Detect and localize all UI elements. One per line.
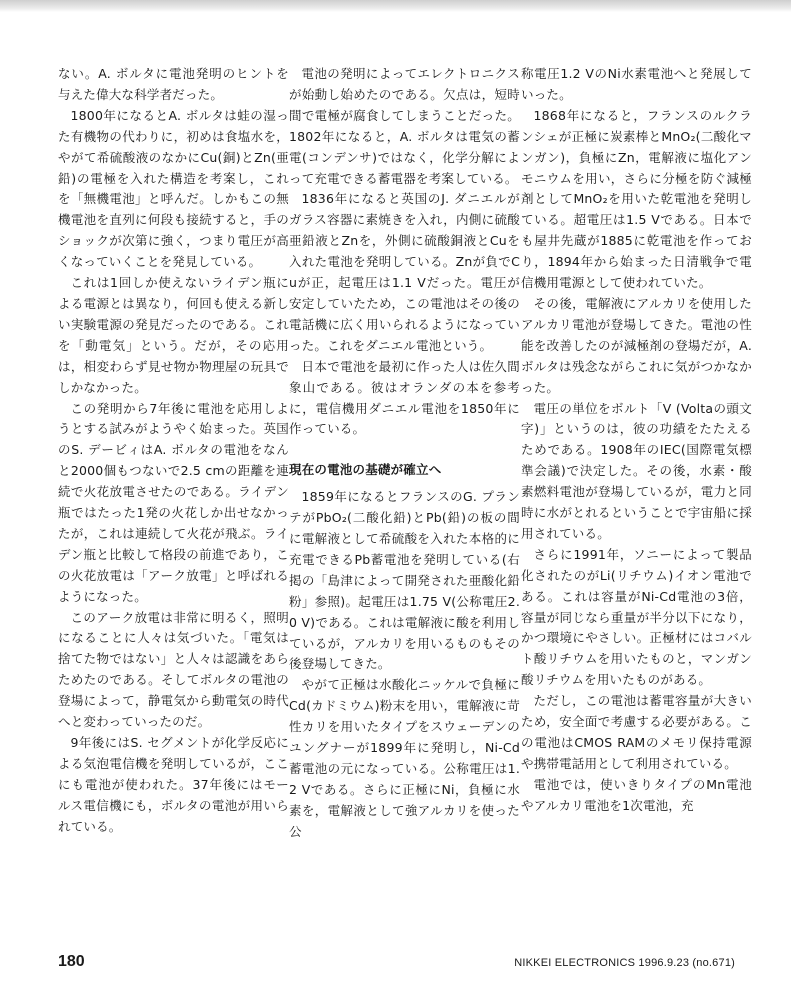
text-column-1 bbox=[58, 64, 289, 838]
paragraph: 1868年になると，フランスのルクランシェが正極に炭素棒とMnO₂(二酸化マンガン)，負極にZn，電解液に塩化アンモニウムを用い，さらに分極を防ぐ減極剤としてMnO₂を用いた乾電池を発明している。超電圧は1.5 Vである。日本でも屋井先蔵が1885に乾電池を作っており，1894年から始まった日清戦争で電信機用電源として使われていた。 bbox=[521, 107, 752, 291]
paragraph: 1800年になるとA. ボルタは蛙の湿った有機物の代わりに，初めは食塩水を，やがて希硫酸液のなかにCu(銅)とZn(亜鉛)の電極を入れた構造を考案し，これを「無機電池」と呼んだ。しかもこの無機電池を直列に何段も接続すると，手のショックが次第に強く，つまり電圧が高くなっていくことを発見している。 bbox=[58, 107, 289, 270]
paragraph: ない。A. ボルタに電池発明のヒントを与えた偉大な科学者だった。 bbox=[58, 66, 289, 102]
paragraph: 1836年になると英国のJ. ダニエルがガラス容器に素焼きを入れ，内側に硫酸亜鉛液とZnを，外側に硫酸銅液とCuを入れた電池を発明している。Znが負でCuが正，起電圧は1.1 Vだった。電圧が安定していたため，この電池はその後の電話機に広く用いられるようになっていった。これをダニエル電池という。 bbox=[289, 191, 520, 353]
journal-footer: NIKKEI ELECTRONICS 1996.9.23 (no.671) bbox=[514, 957, 735, 969]
paragraph: 9年後にはS. セグメントが化学反応による気泡電信機を発明しているが，ここにも電池が使われた。37年後にはモールス電信機にも，ボルタの電池が用いられている。 bbox=[58, 735, 289, 834]
paragraph: 電圧の単位をボルト「V (Voltaの頭文字)」というのは，彼の功績をたたえるためである。1908年のIEC(国際電気標準会議)で決定した。その後，水素・酸素燃料電池が登場しているが，電力と同時に水がとれるということで宇宙船に採用されている。 bbox=[521, 400, 752, 541]
paragraph: 日本で電池を最初に作った人は佐久間象山である。彼はオランダの本を参考に，電信機用ダニエル電池を1850年に作っている。 bbox=[289, 358, 520, 437]
section-heading: 現在の電池の基礎が確立へ bbox=[289, 462, 442, 478]
paragraph: これは1回しか使えないライデン瓶による電源とは異なり，何回も使える新しい実験電源の発見だったのである。これを「動電気」という。だが，その応用は，相変わらず見せ物か物理屋の玩具でしかなかった。 bbox=[58, 275, 289, 395]
text-column-3 bbox=[521, 64, 752, 817]
paragraph: ただし，この電池は蓄電容量が大きいため，安全面で考慮する必要がある。この電池はCMOS RAMのメモリ保持電源や携帯電話用として利用されている。 bbox=[521, 693, 752, 771]
paragraph: やがて正極は水酸化ニッケルで負極にCd(カドミウム)粉末を用い，電解液に苛性カリを用いたタイプをスウェーデンのユングナーが1899年に発明し，Ni-Cd蓄電池の元になっている。公称電圧は1.2 Vである。さらに正極にNi，負極に水素を，電解液として強アルカリを使った公 bbox=[289, 677, 520, 839]
paragraph: 1859年になるとフランスのG. プランテがPbO₂(二酸化鉛)とPb(鉛)の板の間に電解液として希硫酸を入れた本格的に充電できるPb蓄電池を発明している(右掲の「島津によって開発された亜酸化鉛粉」参照)。起電圧は1.75 V(公称電圧2.0 V)である。これは電解液に酸を利用しているが，アルカリを用いるものもその後登場してきた。 bbox=[289, 489, 520, 672]
text-column-2 bbox=[289, 64, 520, 843]
paragraph: 電池の発明によってエレクトロニクスが始動し始めたのである。欠点は，短時間で電極が腐食してしまうことだった。1802年になると，A. ボルタは電気の蓄電(コンデンサ)ではなく，化学分解によって充電できる蓄電器を考案している。 bbox=[289, 66, 520, 186]
paragraph: その後，電解液にアルカリを使用したアルカリ電池が登場してきた。電池の性能を改善したのが減極剤の登場だが，A. ボルタは残念ながらこれに気がつかなかった。 bbox=[521, 295, 752, 395]
paragraph: さらに1991年，ソニーによって製品化されたのがLi(リチウム)イオン電池である。これは容量がNi-Cd電池の3倍，容量が同じなら重量が半分以下になり，かつ環境にやさしい。正極材にはコバルト酸リチウムを用いたものと，マンガン酸リチウムを用いたものがある。 bbox=[521, 546, 752, 688]
paragraph: このアーク放電は非常に明るく，照明になることに人々は気づいた。「電気は捨てた物ではない」と人々は認識をあらためたのである。そしてボルタの電池の登場によって，静電気から動電気の時代へと変わっていったのだ。 bbox=[58, 609, 289, 730]
page-number: 180 bbox=[58, 953, 85, 970]
scan-top-edge bbox=[0, 0, 791, 12]
paragraph: 電池では，使いきりタイプのMn電池やアルカリ電池を1次電池，充 bbox=[521, 776, 752, 813]
paragraph: 称電圧1.2 VのNi水素電池へと発展していった。 bbox=[521, 66, 752, 102]
paragraph: この発明から7年後に電池を応用しようとする試みがようやく始まった。英国のS. デービィはA. ボルタの電池をなんと2000個もつないで2.5 cmの距離を連続で火花放電させたのである。ライデン瓶ではたった1発の火花しか出せなかったが，これは連続して火花が飛ぶ。ライデン瓶と比較して格段の前進であり，この火花放電は「アーク放電」と呼ばれるようになった。 bbox=[58, 400, 289, 604]
